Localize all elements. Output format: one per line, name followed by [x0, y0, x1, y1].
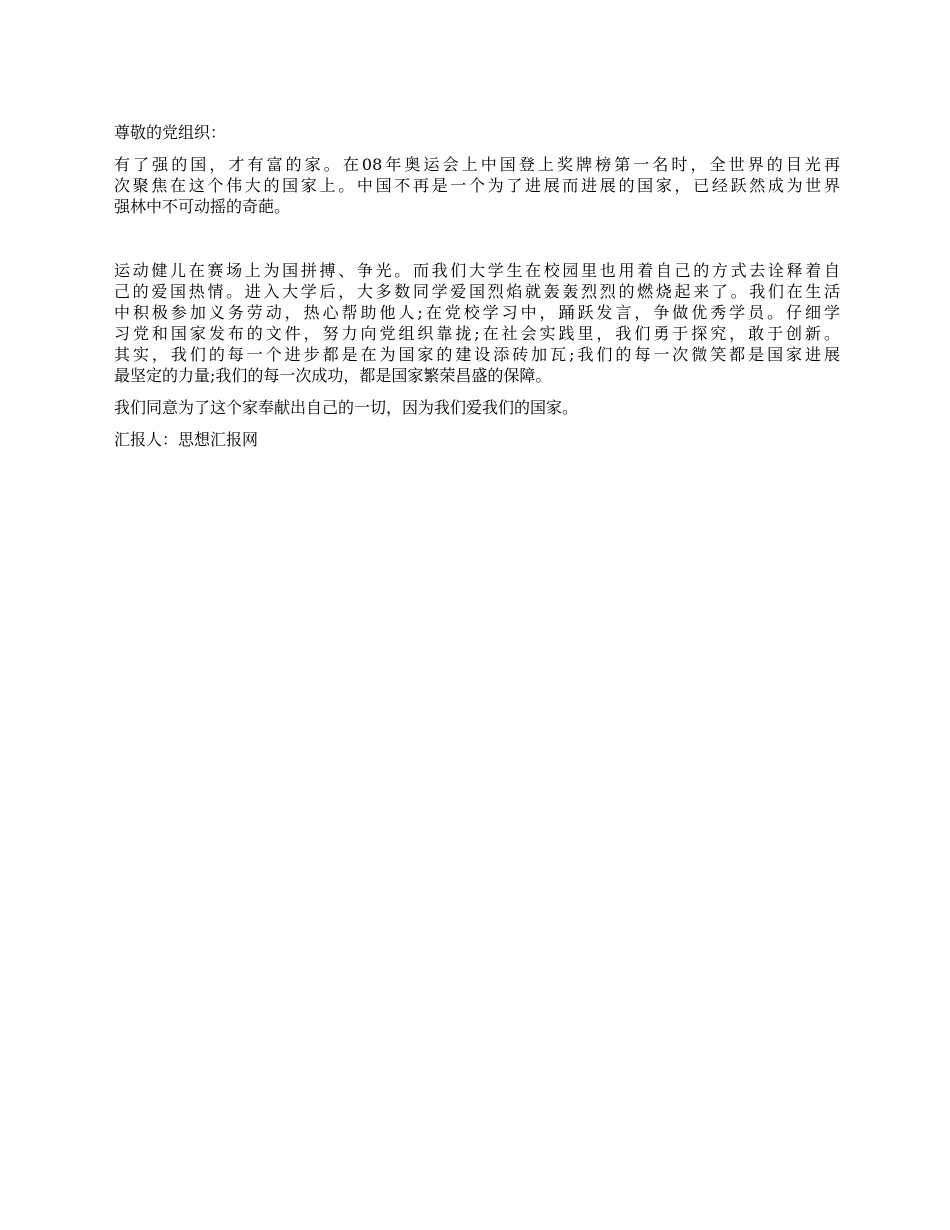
paragraph-2: [114, 260, 840, 386]
paragraph-2-line: 运动健儿在赛场上为国拼搏、争光。而我们大学生在校园里也用着自己的方式去诠释着自: [114, 261, 840, 280]
paragraph-1-line: 次聚焦在这个伟大的国家上。中国不再是一个为了进展而进展的国家，已经跃然成为世界: [114, 176, 840, 195]
paragraph-1: [114, 154, 840, 217]
paragraph-2-line: 习党和国家发布的文件，努力向党组织靠拢;在社会实践里，我们勇于探究，敢于创新。: [114, 324, 840, 343]
paragraph-2-line: 己的爱国热情。进入大学后，大多数同学爱国烈焰就轰轰烈烈的燃烧起来了。我们在生活: [114, 282, 840, 301]
paragraph-2-line: 其实，我们的每一个进步都是在为国家的建设添砖加瓦;我们的每一次微笑都是国家进展: [114, 345, 840, 364]
paragraph-1-line: 有了强的国，才有富的家。在08年奥运会上中国登上奖牌榜第一名时，全世界的目光再: [114, 155, 840, 174]
document-body: [114, 122, 840, 461]
salutation: 尊敬的党组织：: [114, 123, 227, 142]
paragraph-1-line: 强林中不可动摇的奇葩。: [114, 197, 291, 216]
paragraph-spacer: [114, 228, 840, 260]
paragraph-3: 我们同意为了这个家奉献出自己的一切，因为我们爱我们的国家。: [114, 398, 579, 417]
paragraph-2-line: 最坚定的力量;我们的每一次成功，都是国家繁荣昌盛的保障。: [114, 366, 552, 385]
paragraph-2-line: 中积极参加义务劳动，热心帮助他人;在党校学习中，踊跃发言，争做优秀学员。仔细学: [114, 303, 840, 322]
signature: 汇报人：思想汇报网: [114, 430, 259, 449]
